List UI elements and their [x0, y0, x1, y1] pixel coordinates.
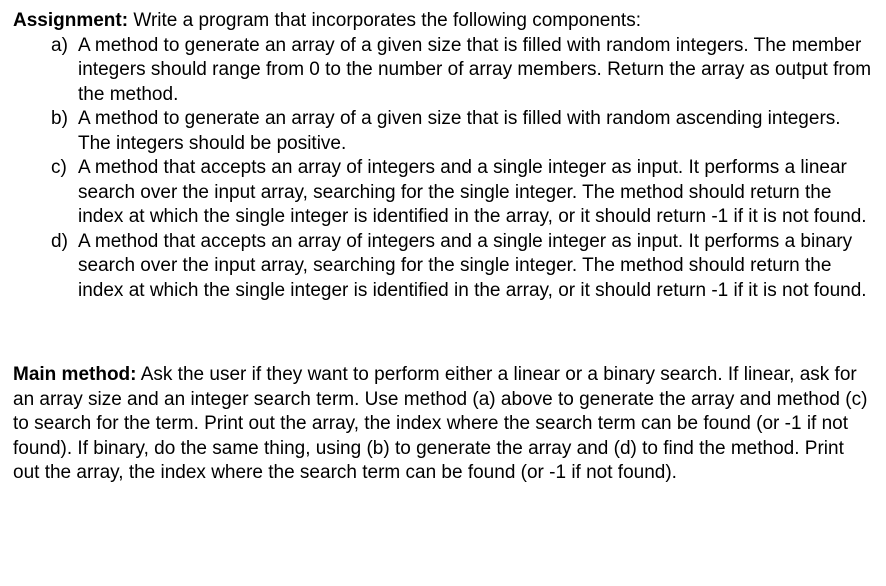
main-method-text: Ask the user if they want to perform either a linear or a binary search. If linear, ask for an array size and an integer search term. Use method (a) above to generate the array and method (c) to search for the term. Print out the array, the index where the search term can be found (or -1 if not found). If binary, do the same thing, using (b) to generate the array and (d) to find the method. Print out the array, the index where the search term can be found (or -1 if not found). [13, 364, 868, 483]
list-item-text: A method that accepts an array of integers and a single integer as input. It performs a linear search over the input array, searching for the single integer. The method should return the index at which the single integer is identified in the array, or it should return -1 if it is not found. [78, 157, 867, 227]
list-item-text: A method that accepts an array of integers and a single integer as input. It performs a binary search over the input array, searching for the single integer. The method should return the index at which the single integer is identified in the array, or it should return -1 if it is not found. [78, 230, 867, 301]
assignment-paragraph [13, 9, 873, 34]
list-item-c [13, 156, 873, 230]
component-list [13, 34, 873, 304]
list-marker: b) [51, 108, 68, 129]
document [13, 9, 873, 486]
spacer [13, 303, 873, 363]
list-marker: d) [51, 230, 68, 252]
list-item-text: A method to generate an array of a given size that is filled with random integers. The member integers should range from 0 to the number of array members. Return the array as output from the method. [78, 34, 872, 105]
main-method-paragraph [13, 363, 873, 486]
assignment-heading: Assignment: [13, 10, 129, 31]
main-method-heading: Main method: [13, 364, 137, 385]
assignment-intro: Write a program that incorporates the following components: [128, 10, 641, 31]
list-item-d [13, 230, 873, 304]
list-item-b [13, 107, 873, 156]
list-item-a [13, 34, 873, 108]
list-marker: a) [51, 34, 68, 56]
list-marker: c) [51, 157, 67, 178]
list-item-text: A method to generate an array of a given size that is filled with random ascending integers. The integers should be positive. [78, 108, 841, 154]
